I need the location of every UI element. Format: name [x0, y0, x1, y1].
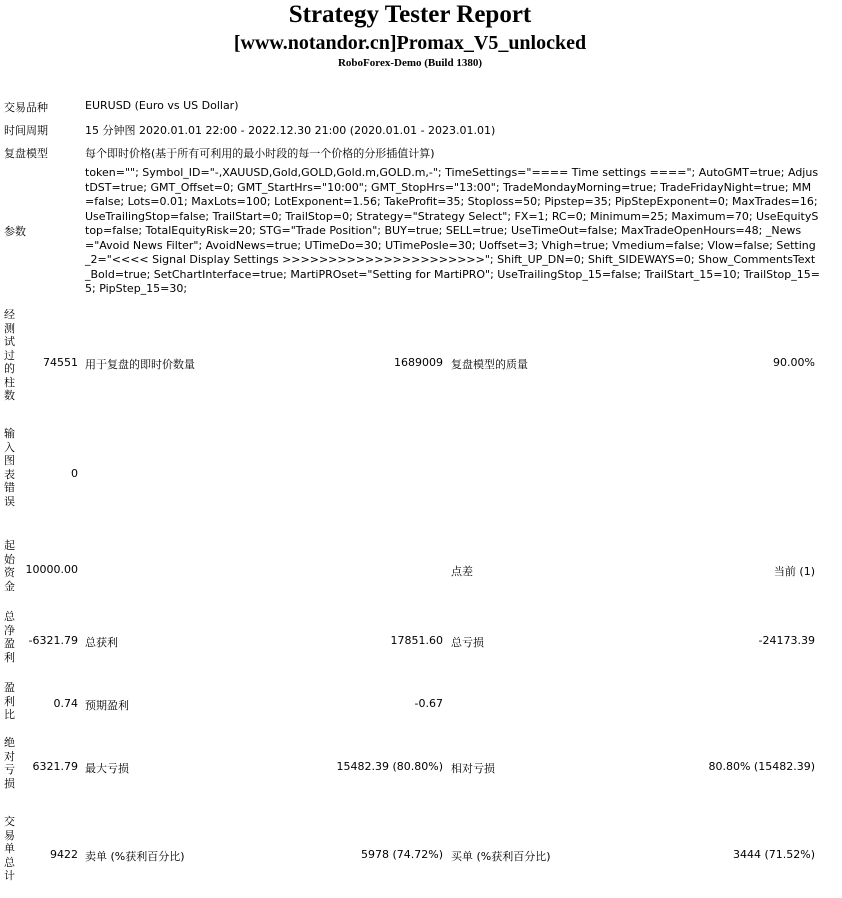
- symbol-label: 交易品种: [4, 101, 48, 114]
- server-info: RoboForex-Demo (Build 1380): [337, 57, 482, 69]
- net-profit-value: -6321.79: [28, 634, 78, 647]
- errors-label: 输入图表错误: [4, 427, 15, 508]
- params-value: token=""; Symbol_ID="-,XAUUSD,Gold,GOLD,Gold.m,GOLD.m,-"; TimeSettings="==== Time settings ===="; AutoGMT=true; AdjustDST=true; GMT_Offset=0; GMT_StartHrs="10:00"; GMT_StopHrs="13:00"; TradeMondayMorning=true; TradeFridayNight=true; MM=false; Lots=0.01; MaxLots=100; LotExponent=1.56; TakeProfit=35; Stoploss=50; Pipstep=35; PipStepExponent=0; MaxTrades=16; UseTrailingStop=false; TrailStart=0; TrailStop=0; Strategy="Strategy Select"; FX=1; RC=0; Minimum=25; Maximum=70; UseEquityStop=false; TotalEquityRisk=20; STG="Trade Position"; BUY=true; SELL=true; UseTimeOut=false; MaxTradeOpenHours=48; _News="Avoid News Filter"; AvoidNews=true; UTimeDo=30; UTimePosle=30; Uoffset=3; Vhigh=true; Vmedium=false; Vlow=false; Setting_2="<<<< Signal Display Settings >>>>>>>>>>>>>>>>>>>>>>"; Shift_UP_DN=0; Shift_SIDEWAYS=0; Show_CommentsText_Bold=true; SetChartInterface=true; MartiPROset="Setting for MartiPRO"; UseTrailingStop_15=false; TrailStart_15=10; TrailStop_15=5; PipStep_15=30;: [85, 166, 820, 295]
- profit-factor-value: 0.74: [53, 697, 78, 710]
- gross-loss-label: 总亏损: [451, 636, 484, 649]
- bars-label: 经测试过的柱数: [4, 308, 15, 402]
- deposit-label: 起始资金: [4, 539, 15, 593]
- max-drawdown-value: 15482.39 (80.80%): [336, 760, 443, 773]
- payoff-label: 预期盈利: [85, 699, 129, 712]
- quality-value: 90.00%: [773, 356, 815, 369]
- gross-loss-value: -24173.39: [758, 634, 815, 647]
- profit-factor-label: 盈利比: [4, 681, 15, 721]
- period-label: 时间周期: [4, 124, 48, 137]
- trades-label: 交易单总计: [4, 815, 15, 882]
- gross-profit-value: 17851.60: [390, 634, 443, 647]
- trades-value: 9422: [50, 848, 78, 861]
- deposit-value: 10000.00: [25, 563, 78, 576]
- spread-label: 点差: [451, 565, 473, 578]
- short-positions-value: 5978 (74.72%): [360, 848, 443, 861]
- short-positions-label: 卖单 (%获利百分比): [85, 850, 185, 863]
- ticks-label: 用于复盘的即时价数量: [85, 358, 195, 371]
- ticks-value: 1689009: [394, 356, 443, 369]
- abs-drawdown-value: 6321.79: [32, 760, 78, 773]
- payoff-value: -0.67: [414, 697, 443, 710]
- symbol-value: EURUSD (Euro vs US Dollar): [85, 99, 239, 112]
- gross-profit-label: 总获利: [85, 636, 118, 649]
- report-subtitle: [www.notandor.cn]Promax_V5_unlocked: [233, 32, 587, 54]
- model-label: 复盘模型: [4, 147, 48, 160]
- abs-drawdown-label: 绝对亏损: [4, 736, 15, 790]
- max-drawdown-label: 最大亏损: [85, 762, 129, 775]
- quality-label: 复盘模型的质量: [451, 358, 528, 371]
- bars-value: 74551: [43, 356, 78, 369]
- net-profit-label: 总净盈利: [4, 610, 15, 664]
- long-positions-value: 3444 (71.52%): [732, 848, 815, 861]
- spread-value: 当前 (1): [773, 565, 815, 578]
- long-positions-label: 买单 (%获利百分比): [451, 850, 551, 863]
- errors-value: 0: [71, 467, 78, 480]
- report-title: Strategy Tester Report: [288, 1, 532, 28]
- params-label: 参数: [4, 225, 26, 238]
- model-value: 每个即时价格(基于所有可利用的最小时段的每一个价格的分形插值计算): [85, 147, 435, 160]
- period-value: 15 分钟图 2020.01.01 22:00 - 2022.12.30 21:00 (2020.01.01 - 2023.01.01): [85, 124, 496, 137]
- rel-drawdown-label: 相对亏损: [451, 762, 495, 775]
- rel-drawdown-value: 80.80% (15482.39): [708, 760, 815, 773]
